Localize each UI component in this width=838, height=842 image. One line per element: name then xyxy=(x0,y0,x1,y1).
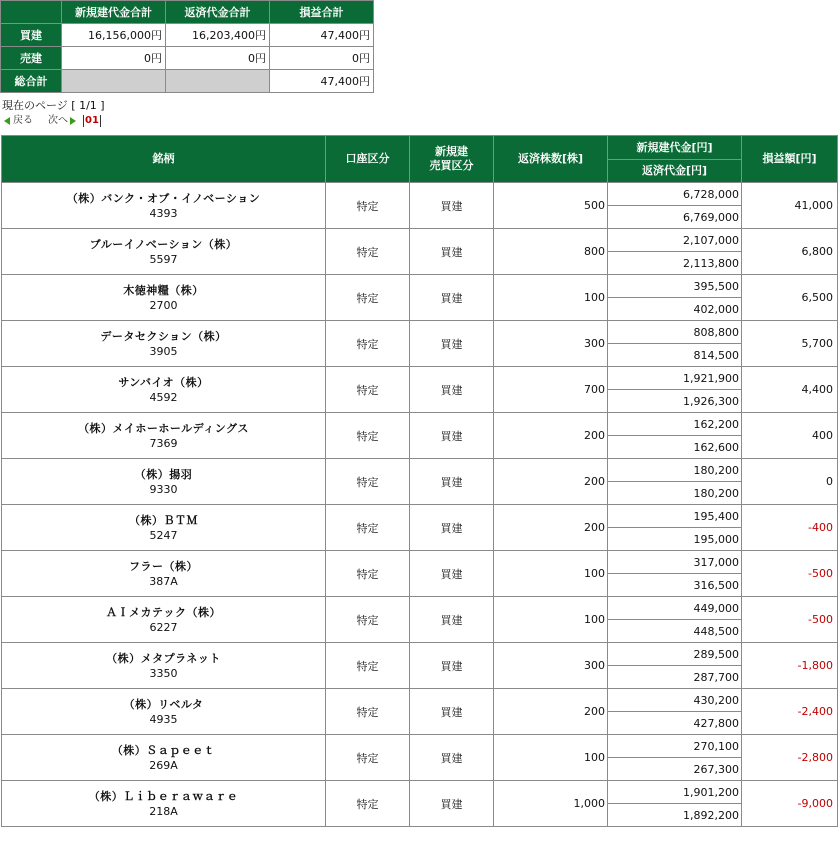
stock-cell xyxy=(2,643,326,689)
header-new-amount: 新規建代金[円] xyxy=(608,136,742,160)
trade-side: 買建 xyxy=(410,321,494,367)
new-amount: 1,901,200 xyxy=(608,781,742,804)
account-type: 特定 xyxy=(326,275,410,321)
stock-cell xyxy=(2,735,326,781)
repay-qty: 200 xyxy=(494,459,608,505)
new-amount: 289,500 xyxy=(608,643,742,666)
table-row xyxy=(2,643,838,666)
prev-link[interactable]: 戻る xyxy=(13,115,33,126)
profit-loss: -500 xyxy=(742,597,838,643)
repay-amount: 1,892,200 xyxy=(608,804,742,827)
summary-pl-total: 0円 xyxy=(270,47,374,70)
trade-side: 買建 xyxy=(410,643,494,689)
stock-name: （株）揚羽 xyxy=(134,467,193,481)
profit-loss: 400 xyxy=(742,413,838,459)
account-type: 特定 xyxy=(326,321,410,367)
repay-qty: 300 xyxy=(494,321,608,367)
current-page-text: 現在のページ [ 1/1 ] xyxy=(2,99,105,112)
repay-qty: 100 xyxy=(494,597,608,643)
summary-row-buy xyxy=(1,24,374,47)
stock-cell xyxy=(2,275,326,321)
stock-code: 387A xyxy=(149,574,178,588)
trade-side: 買建 xyxy=(410,735,494,781)
repay-qty: 100 xyxy=(494,551,608,597)
new-amount: 430,200 xyxy=(608,689,742,712)
stock-cell xyxy=(2,321,326,367)
repay-amount: 2,113,800 xyxy=(608,252,742,275)
profit-loss: -400 xyxy=(742,505,838,551)
profit-loss: -2,800 xyxy=(742,735,838,781)
stock-name: （株）メイホーホールディングス xyxy=(78,421,249,435)
stock-cell xyxy=(2,505,326,551)
summary-pl-total: 47,400円 xyxy=(270,70,374,93)
table-row xyxy=(2,413,838,436)
summary-pl-total: 47,400円 xyxy=(270,24,374,47)
repay-amount: 162,600 xyxy=(608,436,742,459)
stock-cell xyxy=(2,183,326,229)
repay-qty: 100 xyxy=(494,275,608,321)
stock-name: データセクション（株） xyxy=(100,329,227,343)
summary-repay-total: 16,203,400円 xyxy=(166,24,270,47)
stock-name: （株）ＢＴＭ xyxy=(129,513,198,527)
stock-code: 7369 xyxy=(149,436,178,450)
summary-repay-total: 0円 xyxy=(166,47,270,70)
trade-side: 買建 xyxy=(410,413,494,459)
new-amount: 6,728,000 xyxy=(608,183,742,206)
stock-cell xyxy=(2,459,326,505)
repay-qty: 100 xyxy=(494,735,608,781)
stock-cell xyxy=(2,367,326,413)
summary-row-label: 総合計 xyxy=(1,70,62,93)
profit-loss: -2,400 xyxy=(742,689,838,735)
summary-row-label: 売建 xyxy=(1,47,62,70)
header-side: 新規建 売買区分 xyxy=(410,136,494,183)
repay-amount: 267,300 xyxy=(608,758,742,781)
summary-header-repay-total: 返済代金合計 xyxy=(166,1,270,24)
header-repay-amount: 返済代金[円] xyxy=(608,160,742,183)
account-type: 特定 xyxy=(326,459,410,505)
profit-loss: -500 xyxy=(742,551,838,597)
stock-code: 218A xyxy=(149,804,178,818)
table-row xyxy=(2,781,838,804)
stock-code: 5247 xyxy=(149,528,178,542)
stock-cell xyxy=(2,781,326,827)
repay-qty: 200 xyxy=(494,689,608,735)
header-name: 銘柄 xyxy=(2,136,326,183)
stock-code: 4935 xyxy=(149,712,178,726)
stock-cell xyxy=(2,229,326,275)
account-type: 特定 xyxy=(326,367,410,413)
summary-header-pl-total: 損益合計 xyxy=(270,1,374,24)
repay-qty: 700 xyxy=(494,367,608,413)
account-type: 特定 xyxy=(326,735,410,781)
table-row xyxy=(2,551,838,574)
profit-loss: -9,000 xyxy=(742,781,838,827)
repay-amount: 1,926,300 xyxy=(608,390,742,413)
positions-table xyxy=(1,135,838,827)
repay-qty: 500 xyxy=(494,183,608,229)
trade-side: 買建 xyxy=(410,551,494,597)
stock-code: 3350 xyxy=(149,666,178,680)
repay-amount: 316,500 xyxy=(608,574,742,597)
stock-name: ＡＩメカテック（株） xyxy=(106,605,221,619)
repay-qty: 300 xyxy=(494,643,608,689)
repay-qty: 800 xyxy=(494,229,608,275)
stock-cell xyxy=(2,413,326,459)
account-type: 特定 xyxy=(326,551,410,597)
summary-row-sell xyxy=(1,47,374,70)
stock-name: （株）リベルタ xyxy=(123,697,204,711)
account-type: 特定 xyxy=(326,781,410,827)
profit-loss: -1,800 xyxy=(742,643,838,689)
stock-name: 木徳神糧（株） xyxy=(123,283,204,297)
stock-code: 4592 xyxy=(149,390,178,404)
account-type: 特定 xyxy=(326,597,410,643)
account-type: 特定 xyxy=(326,183,410,229)
table-row xyxy=(2,229,838,252)
new-amount: 317,000 xyxy=(608,551,742,574)
trade-side: 買建 xyxy=(410,459,494,505)
stock-name: フラー（株） xyxy=(129,559,198,573)
account-type: 特定 xyxy=(326,505,410,551)
new-amount: 180,200 xyxy=(608,459,742,482)
trade-side: 買建 xyxy=(410,183,494,229)
stock-name: （株）バンク・オブ・イノベーション xyxy=(66,191,261,205)
repay-amount: 287,700 xyxy=(608,666,742,689)
stock-cell xyxy=(2,597,326,643)
stock-name: （株）Ｌｉｂｅｒａｗａｒｅ xyxy=(88,789,239,803)
trade-side: 買建 xyxy=(410,229,494,275)
stock-name: ブルーイノベーション（株） xyxy=(89,237,238,251)
prev-arrow-icon[interactable] xyxy=(4,117,10,125)
new-amount: 808,800 xyxy=(608,321,742,344)
profit-loss: 4,400 xyxy=(742,367,838,413)
summary-header-new-total: 新規建代金合計 xyxy=(62,1,166,24)
account-type: 特定 xyxy=(326,689,410,735)
table-row xyxy=(2,735,838,758)
repay-qty: 1,000 xyxy=(494,781,608,827)
repay-qty: 200 xyxy=(494,413,608,459)
header-account: 口座区分 xyxy=(326,136,410,183)
repay-amount: 195,000 xyxy=(608,528,742,551)
table-row xyxy=(2,321,838,344)
stock-name: （株）メタプラネット xyxy=(106,651,221,665)
repay-amount: 427,800 xyxy=(608,712,742,735)
summary-row-label: 買建 xyxy=(1,24,62,47)
table-row xyxy=(2,689,838,712)
profit-loss: 6,500 xyxy=(742,275,838,321)
repay-amount: 402,000 xyxy=(608,298,742,321)
new-amount: 270,100 xyxy=(608,735,742,758)
account-type: 特定 xyxy=(326,413,410,459)
summary-new-total: 16,156,000円 xyxy=(62,24,166,47)
repay-qty: 200 xyxy=(494,505,608,551)
trade-side: 買建 xyxy=(410,781,494,827)
new-amount: 195,400 xyxy=(608,505,742,528)
stock-name: （株）Ｓａｐｅｅｔ xyxy=(111,743,216,757)
profit-loss: 6,800 xyxy=(742,229,838,275)
repay-amount: 448,500 xyxy=(608,620,742,643)
pager xyxy=(2,98,105,129)
page-divider xyxy=(100,115,101,127)
profit-loss: 5,700 xyxy=(742,321,838,367)
repay-amount: 814,500 xyxy=(608,344,742,367)
new-amount: 449,000 xyxy=(608,597,742,620)
table-row xyxy=(2,597,838,620)
header-qty: 返済株数[株] xyxy=(494,136,608,183)
stock-code: 6227 xyxy=(149,620,178,634)
profit-loss: 41,000 xyxy=(742,183,838,229)
page-link-current[interactable]: 01 xyxy=(85,115,99,126)
summary-table xyxy=(0,0,374,93)
header-pl: 損益額[円] xyxy=(742,136,838,183)
summary-corner xyxy=(1,1,62,24)
next-arrow-icon[interactable] xyxy=(70,117,76,125)
account-type: 特定 xyxy=(326,643,410,689)
table-row xyxy=(2,505,838,528)
stock-code: 5597 xyxy=(149,252,178,266)
trade-side: 買建 xyxy=(410,689,494,735)
repay-amount: 6,769,000 xyxy=(608,206,742,229)
summary-new-total: 0円 xyxy=(62,47,166,70)
stock-cell xyxy=(2,551,326,597)
stock-code: 9330 xyxy=(149,482,178,496)
stock-code: 269A xyxy=(149,758,178,772)
summary-empty-cell xyxy=(62,70,166,93)
table-row xyxy=(2,183,838,206)
new-amount: 2,107,000 xyxy=(608,229,742,252)
account-type: 特定 xyxy=(326,229,410,275)
page-divider xyxy=(83,115,84,127)
table-row xyxy=(2,367,838,390)
repay-amount: 180,200 xyxy=(608,482,742,505)
trade-side: 買建 xyxy=(410,275,494,321)
new-amount: 395,500 xyxy=(608,275,742,298)
table-row xyxy=(2,459,838,482)
stock-code: 4393 xyxy=(149,206,178,220)
trade-side: 買建 xyxy=(410,367,494,413)
summary-empty-cell xyxy=(166,70,270,93)
trade-side: 買建 xyxy=(410,505,494,551)
summary-row-grand-total xyxy=(1,70,374,93)
new-amount: 162,200 xyxy=(608,413,742,436)
stock-name: サンバイオ（株） xyxy=(118,375,209,389)
stock-code: 3905 xyxy=(149,344,178,358)
profit-loss: 0 xyxy=(742,459,838,505)
table-row xyxy=(2,275,838,298)
new-amount: 1,921,900 xyxy=(608,367,742,390)
next-link[interactable]: 次へ xyxy=(48,115,68,126)
stock-cell xyxy=(2,689,326,735)
stock-code: 2700 xyxy=(149,298,178,312)
trade-side: 買建 xyxy=(410,597,494,643)
